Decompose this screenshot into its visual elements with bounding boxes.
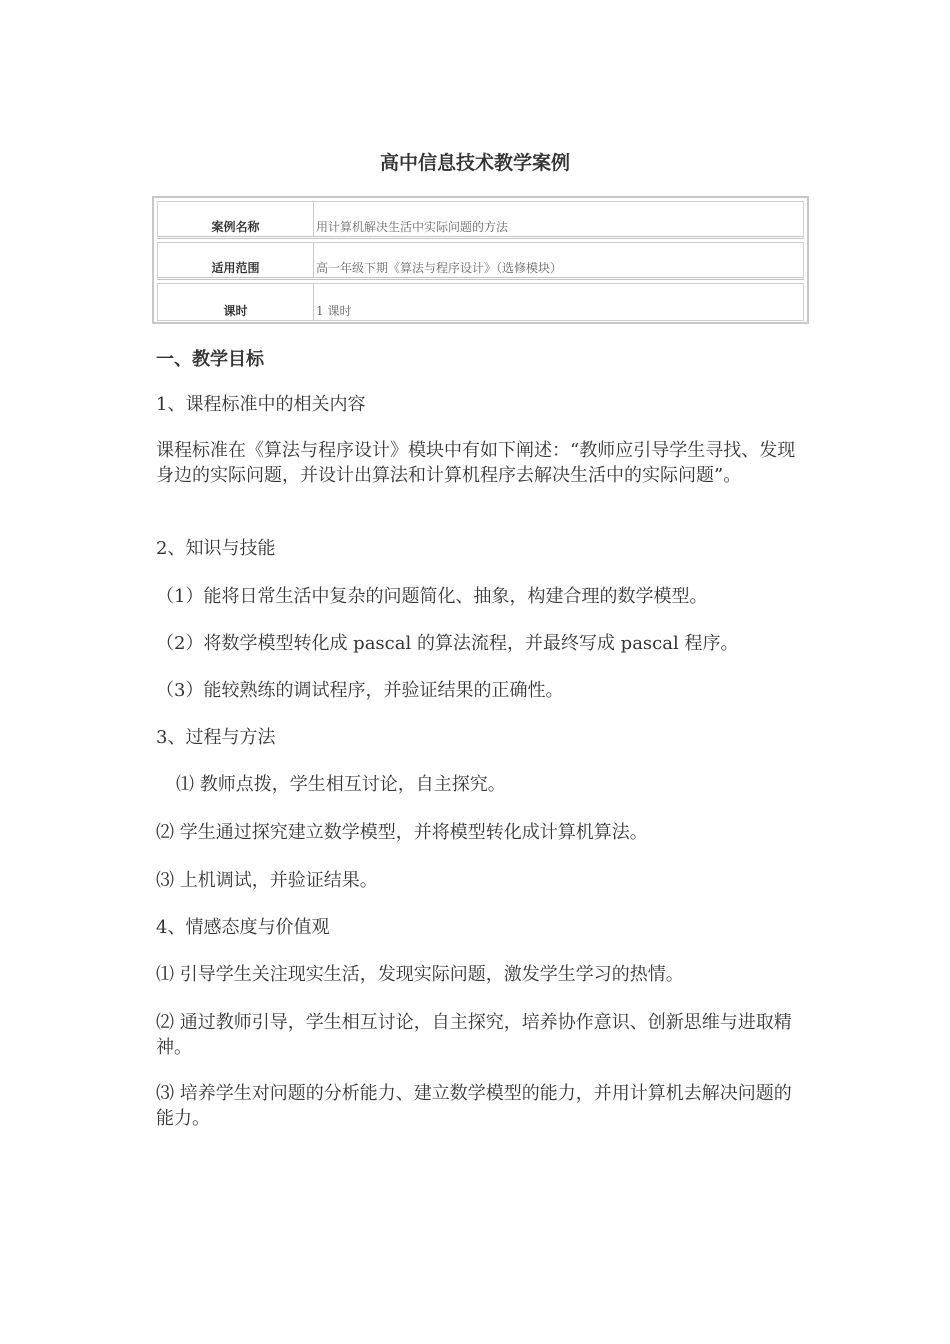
- info-value: 用计算机解决生活中实际问题的方法: [316, 220, 509, 234]
- section-heading-teaching-goals: 一、教学目标: [156, 349, 264, 370]
- info-row-case-name: [157, 201, 804, 239]
- subheading-curriculum: 1、课程标准中的相关内容: [156, 394, 366, 415]
- list-item: ⑵ 通过教师引导，学生相互讨论，自主探究，培养协作意识、创新思维与进取精神。: [156, 1012, 792, 1058]
- subheading-knowledge-skills: 2、知识与技能: [156, 538, 276, 559]
- list-item: （1）能将日常生活中复杂的问题简化、抽象，构建合理的数学模型。: [156, 586, 708, 607]
- list-item: ⑶ 培养学生对问题的分析能力、建立数学模型的能力，并用计算机去解决问题的能力。: [156, 1083, 792, 1129]
- list-item: ⑶ 上机调试，并验证结果。: [156, 870, 378, 891]
- list-item: ⑵ 学生通过探究建立数学模型，并将模型转化成计算机算法。: [156, 822, 648, 843]
- info-label: 适用范围: [211, 261, 260, 275]
- cell-divider: [313, 243, 314, 277]
- info-value: 1 课时: [316, 304, 352, 318]
- paragraph-curriculum: 课程标准在《算法与程序设计》模块中有如下阐述：“教师应引导学生寻找、发现身边的实际问题，并设计出算法和计算机程序去解决生活中的实际问题”。: [156, 440, 796, 486]
- document-title: 高中信息技术教学案例: [379, 152, 570, 174]
- info-row-scope: [157, 242, 804, 280]
- subheading-process-method: 3、过程与方法: [156, 727, 276, 748]
- list-item: ⑴ 教师点拨，学生相互讨论，自主探究。: [176, 774, 506, 795]
- info-label: 课时: [223, 304, 248, 318]
- cell-divider: [313, 284, 314, 320]
- info-label: 案例名称: [211, 220, 260, 234]
- cell-divider: [313, 202, 314, 236]
- subheading-attitude-values: 4、情感态度与价值观: [156, 917, 330, 938]
- list-item: （2）将数学模型转化成 pascal 的算法流程，并最终写成 pascal 程序。: [156, 633, 739, 654]
- case-info-table: [152, 196, 809, 324]
- list-item: （3）能较熟练的调试程序，并验证结果的正确性。: [156, 680, 564, 701]
- info-row-hours: [157, 283, 804, 321]
- info-value: 高一年级下期《算法与程序设计》（选修模块）: [316, 261, 563, 275]
- list-item: ⑴ 引导学生关注现实生活，发现实际问题，激发学生学习的热情。: [156, 964, 684, 985]
